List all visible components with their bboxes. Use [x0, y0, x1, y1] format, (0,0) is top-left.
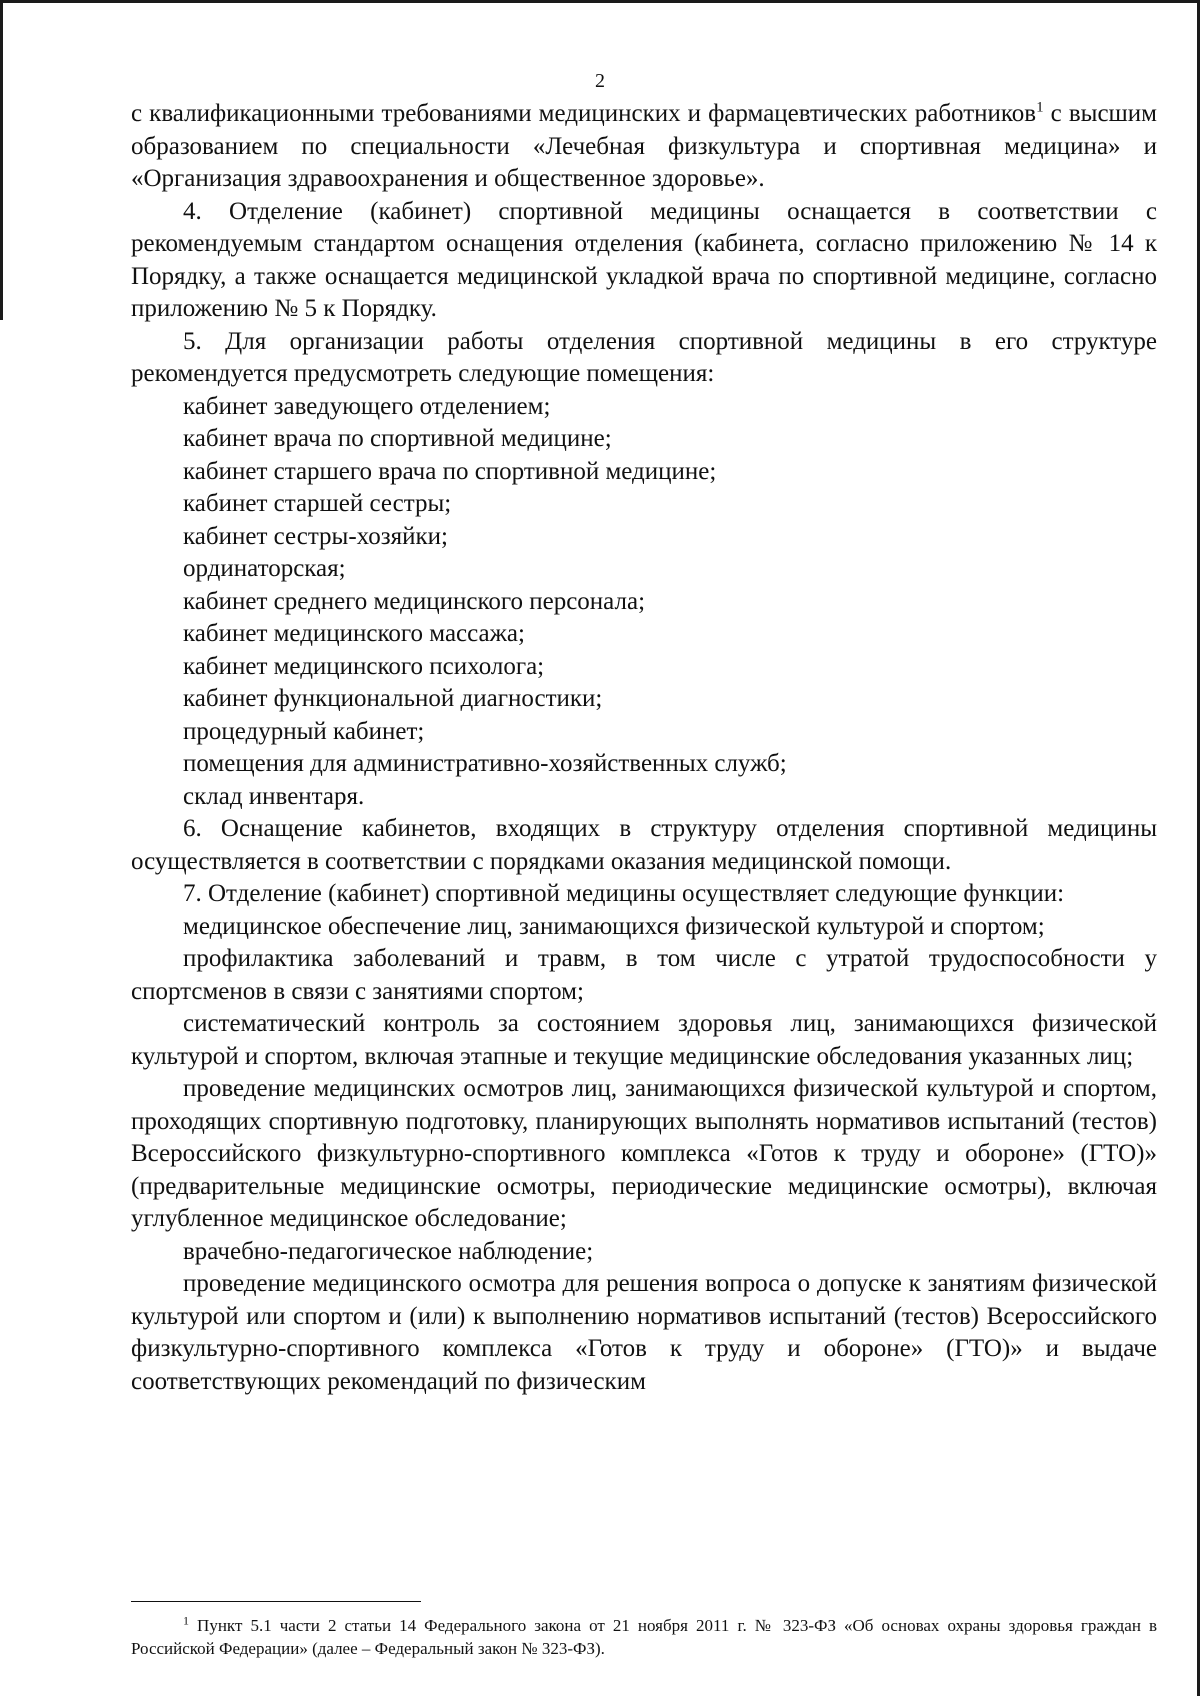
room-item: кабинет медицинского психолога;	[183, 652, 545, 680]
room-item: кабинет врача по спортивной медицине;	[183, 425, 612, 452]
scan-border-top	[0, 0, 1200, 3]
room-item: кабинет старшего врача по спортивной медицине;	[183, 457, 717, 485]
paragraph-continuation-text-b: с высшим образованием по специальности «Лечебная физкультура и спортивная медицина» и «Организация здравоохранения и общественное здоровье».	[131, 100, 1157, 192]
room-item: кабинет медицинского массажа;	[183, 620, 525, 647]
paragraph-continuation-text-a: с квалификационными требованиями медицинских и фармацевтических работников	[131, 100, 1037, 127]
footnote	[131, 1614, 1157, 1660]
room-item: кабинет функциональной диагностики;	[183, 685, 603, 712]
room-item: помещения для административно-хозяйственных служб;	[183, 750, 787, 777]
room-item: склад инвентаря.	[183, 782, 365, 810]
function-item: медицинское обеспечение лиц, занимающихся физической культурой и спортом;	[183, 912, 1045, 940]
room-item: процедурный кабинет;	[183, 717, 425, 745]
section-6: 6. Оснащение кабинетов, входящих в структуру отделения спортивной медицины осуществляется в соответствии с порядками оказания медицинской помощи.	[131, 815, 1157, 875]
document-body	[131, 98, 1157, 1398]
paragraph-continuation	[131, 98, 1157, 196]
function-item: профилактика заболеваний и травм, в том числе с утратой трудоспособности у спортсменов в связи с занятиями спортом;	[131, 945, 1157, 1005]
function-item: проведение медицинских осмотров лиц, занимающихся физической культурой и спортом, проходящих спортивную подготовку, планирующих выполнять нормативов испытаний (тестов) Всероссийского физкультурно-спортивного комплекса «Готов к труду и обороне» (ГТО)» (предварительные медицинские осмотры, периодические медицинские осмотры), включая углубленное медицинское обследование;	[131, 1075, 1157, 1232]
room-item: кабинет заведующего отделением;	[183, 392, 551, 420]
footnote-marker: 1	[183, 1613, 189, 1628]
page-number: 2	[595, 70, 605, 92]
footnote-reference: 1	[1036, 99, 1044, 116]
function-item: врачебно-педагогическое наблюдение;	[183, 1237, 594, 1265]
room-item: ординаторская;	[183, 555, 346, 582]
section-5: 5. Для организации работы отделения спортивной медицины в его структуре рекомендуется предусмотреть следующие помещения:	[131, 327, 1157, 387]
function-item: систематический контроль за состоянием здоровья лиц, занимающихся физической культурой и спортом, включая этапные и текущие медицинские обследования указанных лиц;	[131, 1010, 1157, 1070]
room-item: кабинет сестры-хозяйки;	[183, 522, 448, 550]
scan-border-left	[0, 0, 3, 320]
section-4: 4. Отделение (кабинет) спортивной медицины оснащается в соответствии с рекомендуемым стандартом оснащения отделения (кабинета, согласно приложению № 14 к Порядку, а также оснащается медицинской укладкой врача по спортивной медицине, согласно приложению № 5 к Порядку.	[131, 197, 1157, 322]
section-7: 7. Отделение (кабинет) спортивной медицины осуществляет следующие функции:	[183, 880, 1065, 907]
function-item: проведение медицинского осмотра для решения вопроса о допуске к занятиям физической культурой или спортом и (или) к выполнению нормативов испытаний (тестов) Всероссийского физкультурно-спортивного комплекса «Готов к труду и обороне» (ГТО)» и выдаче соответствующих рекомендаций по физическим	[131, 1270, 1157, 1395]
room-item: кабинет среднего медицинского персонала;	[183, 587, 646, 615]
room-item: кабинет старшей сестры;	[183, 490, 452, 517]
footnote-text: Пункт 5.1 части 2 статьи 14 Федерального закона от 21 ноября 2011 г. № 323-ФЗ «Об основах охраны здоровья граждан в Российской Федерации» (далее – Федеральный закон № 323-ФЗ).	[131, 1616, 1157, 1658]
footnote-separator	[131, 1601, 421, 1602]
